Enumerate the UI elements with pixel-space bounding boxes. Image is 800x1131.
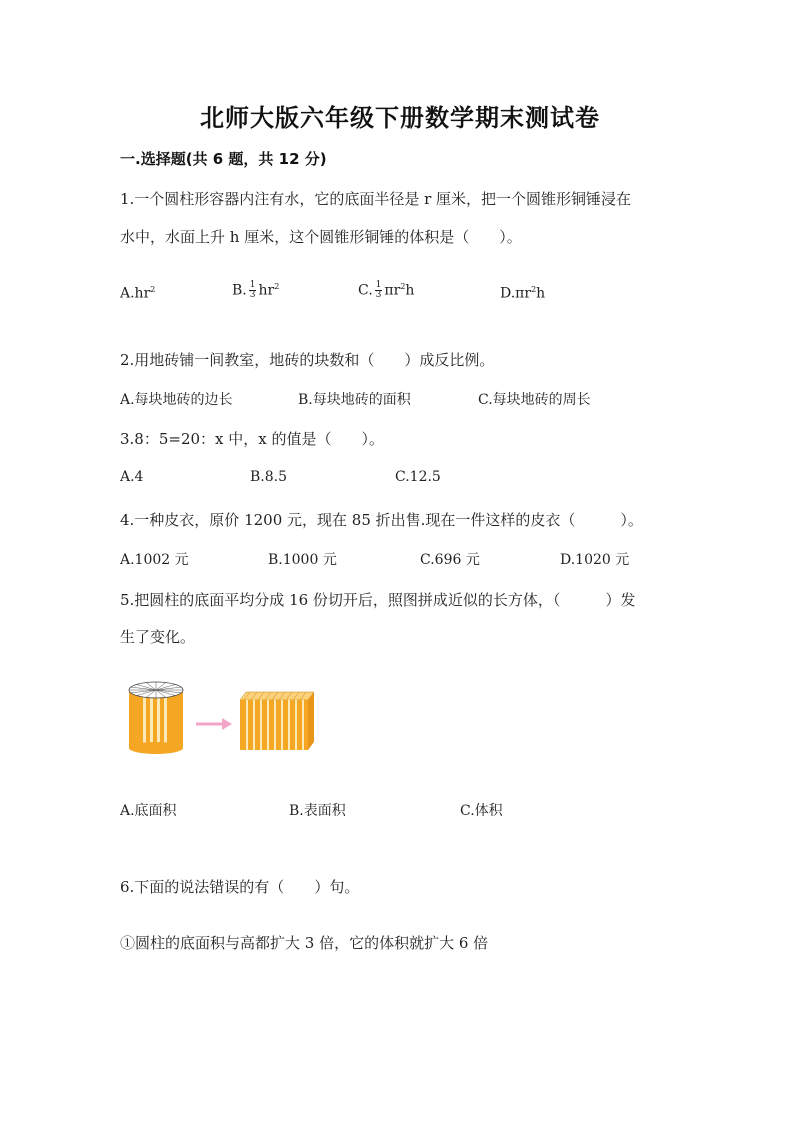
fraction-numerator: 1 bbox=[375, 280, 382, 290]
exponent: 2 bbox=[150, 285, 156, 294]
fraction-one-third bbox=[375, 281, 383, 300]
option-text: A.hr bbox=[120, 285, 151, 302]
question-5-option-b: B.表面积 bbox=[289, 803, 346, 819]
option-suffix: h bbox=[536, 285, 546, 302]
fraction-one-third bbox=[249, 281, 257, 300]
option-text: hr bbox=[258, 282, 275, 299]
option-label: B. bbox=[232, 282, 247, 299]
cylinder-to-cuboid-figure bbox=[126, 680, 326, 758]
question-3-option-a: A.4 bbox=[120, 469, 144, 485]
question-3-line-1: 3.8：5=20：x 中，x 的值是（ ）。 bbox=[120, 430, 385, 448]
question-5-line-2: 生了变化。 bbox=[120, 628, 196, 646]
question-2-option-b: B.每块地砖的面积 bbox=[298, 392, 411, 408]
page-title: 北师大版六年级下册数学期末测试卷 bbox=[200, 104, 600, 132]
question-6-line-1: 6.下面的说法错误的有（ ）句。 bbox=[120, 878, 360, 896]
question-3-option-c: C.12.5 bbox=[395, 469, 441, 485]
question-1-option-c bbox=[358, 281, 414, 300]
question-2-option-c: C.每块地砖的周长 bbox=[478, 392, 591, 408]
cylinder-icon bbox=[129, 682, 183, 754]
question-1-option-a bbox=[120, 285, 155, 302]
question-6-item-1: ①圆柱的底面积与高都扩大 3 倍，它的体积就扩大 6 倍 bbox=[120, 934, 489, 952]
question-4-option-b: B.1000 元 bbox=[268, 552, 337, 568]
question-1-option-d bbox=[500, 285, 545, 302]
question-5-option-a: A.底面积 bbox=[120, 803, 177, 819]
arrow-right-icon bbox=[196, 718, 232, 730]
question-2-option-a: A.每块地砖的边长 bbox=[120, 392, 233, 408]
question-4-line-1: 4.一种皮衣，原价 1200 元，现在 85 折出售.现在一件这样的皮衣（ ）。 bbox=[120, 511, 643, 529]
option-text: πr bbox=[384, 282, 401, 299]
option-suffix: h bbox=[405, 282, 415, 299]
question-4-option-d: D.1020 元 bbox=[560, 552, 630, 568]
fraction-numerator: 1 bbox=[249, 280, 256, 290]
fraction-denominator: 3 bbox=[375, 290, 382, 300]
question-1-option-b bbox=[232, 281, 279, 300]
question-4-option-a: A.1002 元 bbox=[120, 552, 189, 568]
option-label: C. bbox=[358, 282, 373, 299]
exponent: 2 bbox=[400, 281, 406, 291]
exponent: 2 bbox=[274, 281, 280, 291]
question-3-option-b: B.8.5 bbox=[250, 469, 288, 485]
question-5-line-1: 5.把圆柱的底面平均分成 16 份切开后，照图拼成近似的长方体，（ ）发 bbox=[120, 591, 636, 609]
option-text: D.πr bbox=[500, 285, 532, 302]
question-1-line-1: 1.一个圆柱形容器内注有水，它的底面半径是 r 厘米，把一个圆锥形铜锤浸在 bbox=[120, 190, 632, 208]
question-2-line-1: 2.用地砖铺一间教室，地砖的块数和（ ）成反比例。 bbox=[120, 351, 495, 369]
question-1-line-2: 水中，水面上升 h 厘米，这个圆锥形铜锤的体积是（ ）。 bbox=[120, 228, 522, 246]
section-heading: 一.选择题(共 6 题，共 12 分) bbox=[120, 150, 327, 168]
question-5-option-c: C.体积 bbox=[460, 803, 503, 819]
exponent: 2 bbox=[531, 285, 537, 294]
fraction-denominator: 3 bbox=[249, 290, 256, 300]
question-4-option-c: C.696 元 bbox=[420, 552, 480, 568]
cuboid-icon bbox=[240, 692, 314, 750]
